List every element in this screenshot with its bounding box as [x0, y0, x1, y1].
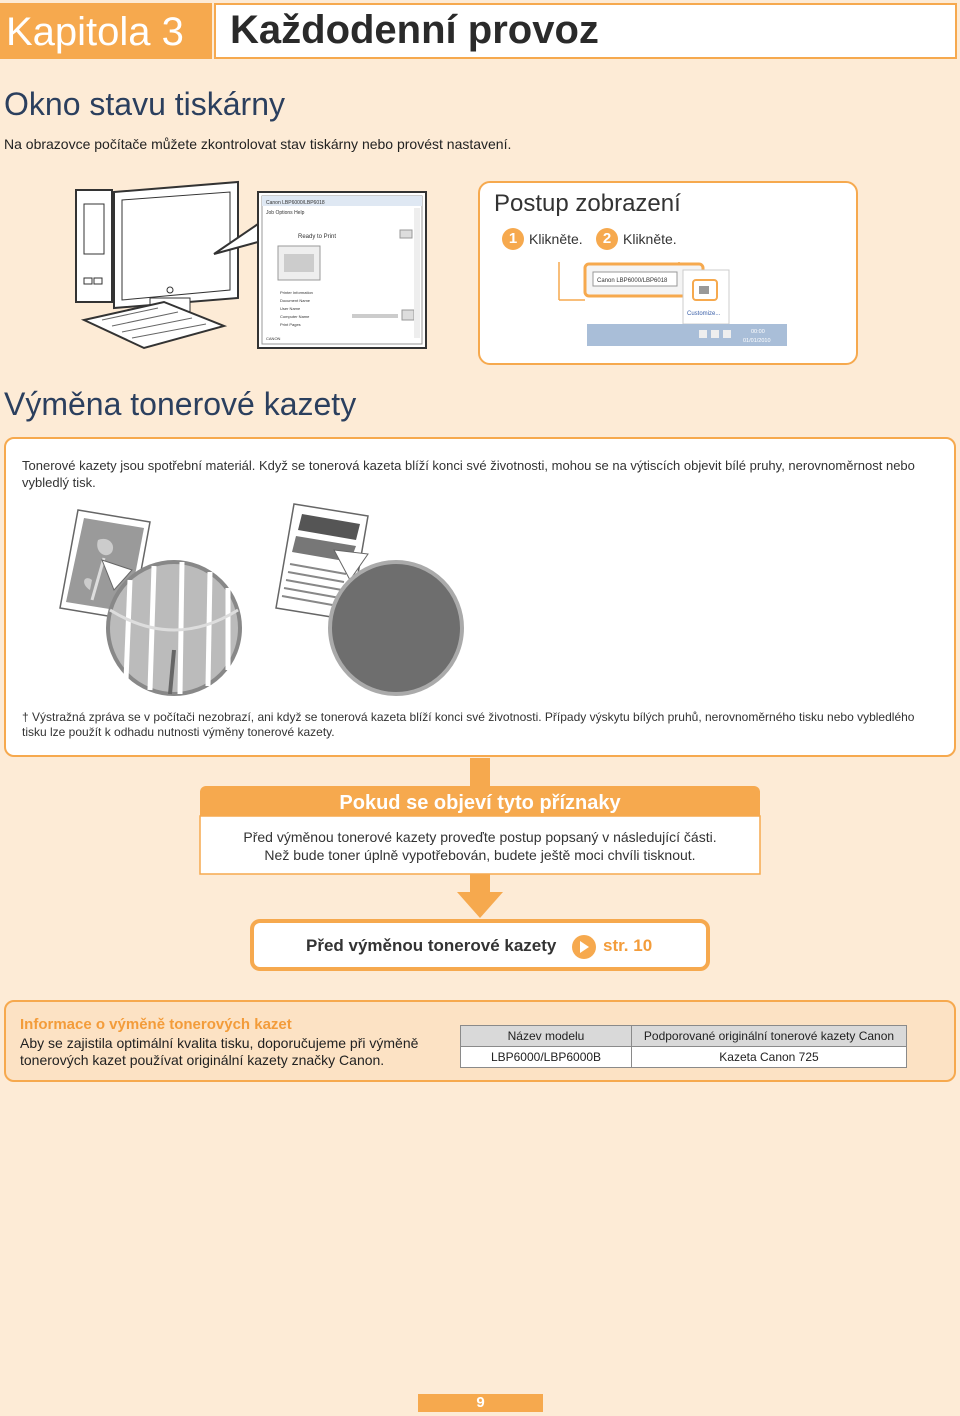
step-2-badge: 2	[596, 228, 618, 250]
symptoms-line-1: Před výměnou tonerové kazety proveďte postup popsaný v následující části.	[243, 829, 717, 845]
table-header: Název modelu	[461, 1026, 632, 1047]
step-1-badge: 1	[502, 228, 524, 250]
computer-illustration	[72, 180, 432, 352]
table-cell: Kazeta Canon 725	[632, 1047, 907, 1068]
status-window-description: Na obrazovce počítače můžete zkontrolovat stav tiskárny nebo provést nastavení.	[4, 136, 512, 152]
page-number: 9	[418, 1394, 543, 1412]
tray-customize: Customize...	[687, 311, 721, 317]
print-defects-illustration	[50, 500, 480, 700]
symptoms-title: Pokud se objeví tyto příznaky	[339, 792, 621, 814]
taskbar-illustration	[557, 262, 797, 350]
chapter-title: Každodenní provoz	[230, 8, 599, 52]
tray-printer-name: Canon LBP6000/LBP6018	[597, 278, 668, 284]
toner-intro: Tonerové kazety jsou spotřební materiál. Když se tonerová kazeta blíží konci své životnosti, mohou se na výtiscích objevit bílé pruhy, nerovnoměrnost nebo vybledlý tisk.	[22, 458, 915, 490]
tray-time: 00:00	[751, 329, 765, 335]
window-link-3: User Name	[280, 306, 301, 311]
window-link-1: Printer Information	[280, 290, 313, 295]
tray-date: 01/01/2010	[743, 338, 771, 344]
status-window-heading: Okno stavu tiskárny	[4, 86, 285, 122]
cartridge-table	[460, 1025, 907, 1068]
symptoms-body	[200, 828, 760, 864]
info-title: Informace o výměně tonerových kazet	[20, 1016, 292, 1033]
toner-heading: Výměna tonerové kazety	[4, 386, 357, 422]
window-link-5: Print Pages	[280, 322, 301, 327]
reference-label[interactable]: Před výměnou tonerové kazety	[306, 936, 557, 955]
window-title-text: Canon LBP6000/LBP6018	[266, 200, 325, 206]
reference-page-link[interactable]: str. 10	[603, 936, 653, 955]
table-row	[461, 1047, 907, 1068]
symptoms-line-2: Než bude toner úplně vypotřebován, budete ještě moci chvíli tisknout.	[264, 847, 696, 863]
step-1-text: Klikněte.	[529, 231, 583, 247]
toner-note: † Výstražná zpráva se v počítači nezobrazí, ani když se tonerová kazeta blíží konci své životnosti. Případy výskytu bílých pruhů, nerovnoměrného tisku nebo vybledlého tisku lze použít k odhadu nutnosti výměny tonerové kazety.	[22, 710, 915, 739]
window-footer-text: CANON	[266, 336, 281, 341]
window-status-text: Ready to Print	[298, 234, 337, 240]
step-2-text: Klikněte.	[623, 231, 677, 247]
table-header-row	[461, 1026, 907, 1047]
window-link-2: Document Name	[280, 298, 311, 303]
table-cell: LBP6000/LBP6000B	[461, 1047, 632, 1068]
info-text: Aby se zajistila optimální kvalita tisku, doporučujeme při výměně tonerových kazet používat originální kazety značky Canon.	[20, 1035, 419, 1068]
procedure-title: Postup zobrazení	[494, 190, 681, 217]
window-menu-text: Job Options Help	[266, 210, 305, 216]
arrow-right-icon	[572, 935, 596, 959]
table-header: Podporované originální tonerové kazety Canon	[632, 1026, 907, 1047]
chapter-label: Kapitola 3	[0, 3, 212, 59]
window-link-4: Computer Name	[280, 314, 310, 319]
